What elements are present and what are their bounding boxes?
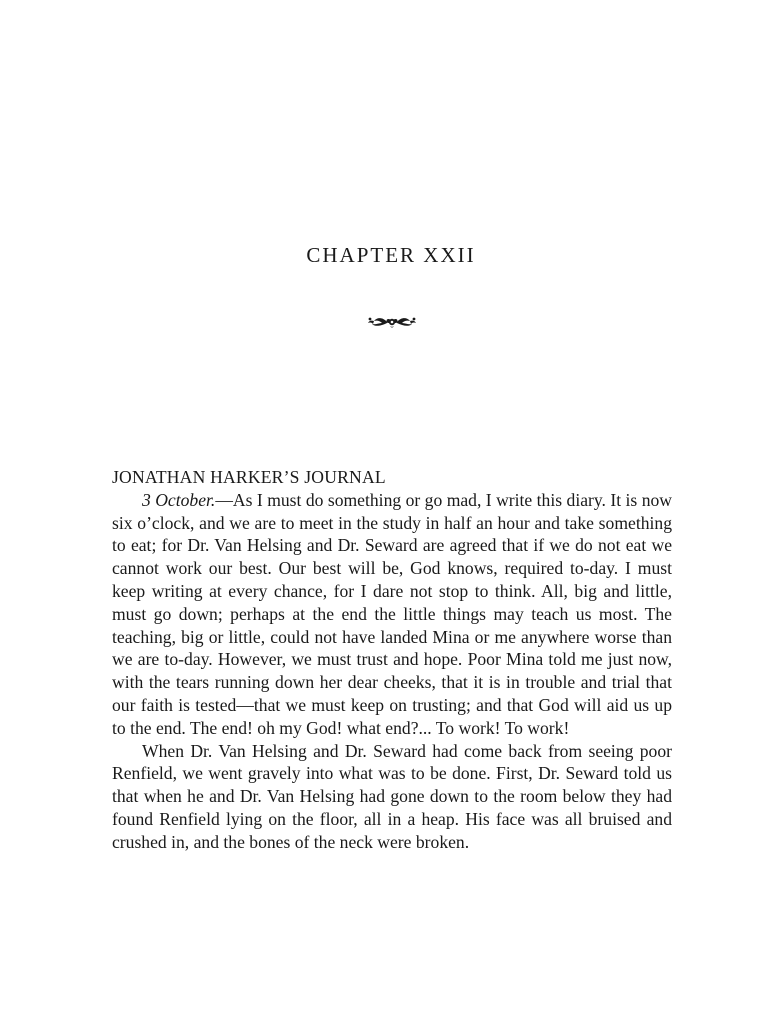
chapter-body bbox=[112, 466, 672, 854]
paragraph-2: When Dr. Van Helsing and Dr. Seward had come back from seeing poor Renfield, we went gravely into what was to be done. First, Dr. Seward told us that when he and Dr. Van Helsing had gone down to the room below they had found Renfield lying on the floor, all in a heap. His face was all bruised and crushed in, and the bones of the neck were broken. bbox=[112, 740, 672, 852]
entry-date: 3 October. bbox=[142, 489, 216, 510]
paragraph-1-text: —As I must do something or go mad, I write this diary. It is now six o’clock, and we are to meet in the study in half an hour and take something to eat; for Dr. Van Helsing and Dr. Seward are agreed that if we do not eat we cannot work our best. Our best will be, God knows, required to-day. I must keep writing at every chance, for I dare not stop to think. All, big and little, must go down; perhaps at the end the little things may teach us most. The teaching, big or little, could not have landed Mina or me anywhere worse than we are to-day. However, we must trust and hope. Poor Mina told me just now, with the tears running down her dear cheeks, that it is in trouble and trial that our faith is tested—that we must keep on trusting; and that God will aid us up to the end. The end! oh my God! what end?... To work! To work! bbox=[112, 489, 672, 738]
paragraph-1 bbox=[112, 489, 672, 740]
fleuron-ornament-icon bbox=[366, 313, 418, 331]
chapter-title: CHAPTER XXII bbox=[306, 243, 476, 267]
journal-heading: JONATHAN HARKER’S JOURNAL bbox=[112, 467, 386, 487]
